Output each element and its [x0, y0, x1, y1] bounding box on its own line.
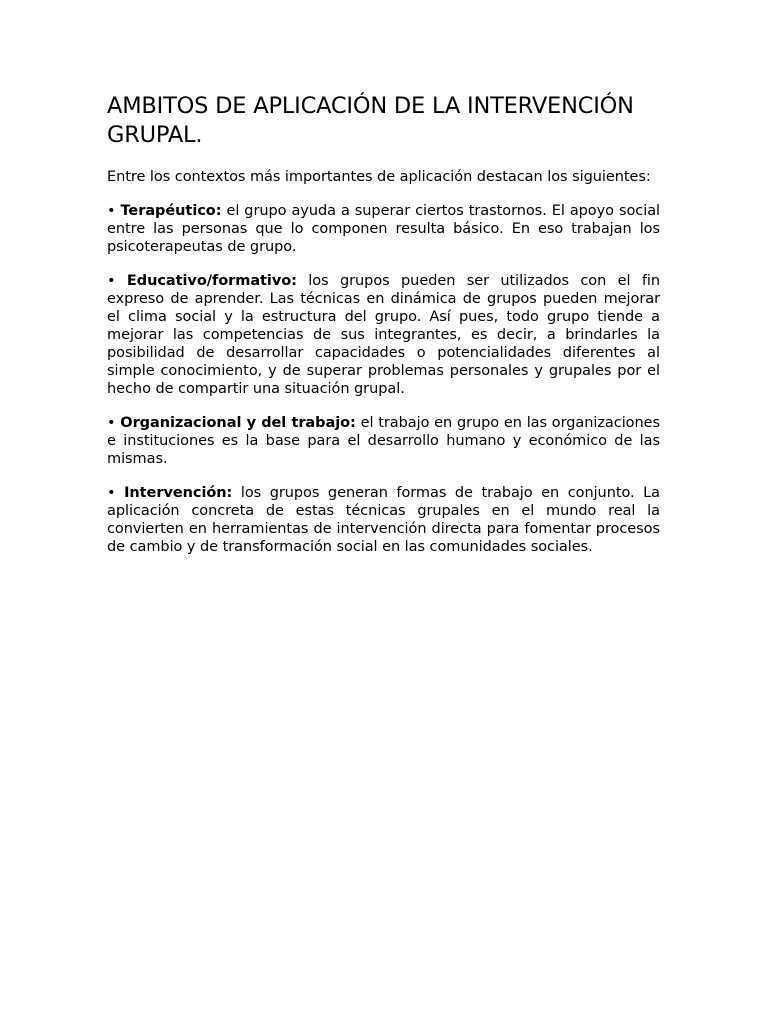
- item-term: Educativo/formativo:: [126, 273, 297, 289]
- item-term: Intervención:: [124, 485, 233, 501]
- bullet: •: [107, 203, 116, 219]
- list-item: [107, 484, 660, 556]
- list-item: [107, 202, 660, 256]
- item-text: los grupos pueden ser utilizados con el fin expreso de aprender. Las técnicas en dinámica de grupos pueden mejorar el clima social y la estructura del grupo. Así pues, todo grupo tiende a mejorar las competencias de sus integrantes, es decir, a brindarles la posibilidad de desarrollar capacidades o potencialidades diferentes al simple conocimiento, y de superar problemas personales y grupales por el hecho de compartir una situación grupal.: [107, 273, 660, 397]
- item-term: Organizacional y del trabajo:: [120, 415, 356, 431]
- item-term: Terapéutico:: [120, 203, 222, 219]
- item-text: el grupo ayuda a superar ciertos trastornos. El apoyo social entre las personas que lo componen resulta básico. En eso trabajan los psicoterapeutas de grupo.: [107, 203, 661, 255]
- document-title: AMBITOS DE APLICACIÓN DE LA INTERVENCIÓN GRUPAL.: [107, 93, 634, 148]
- bullet: •: [107, 415, 116, 431]
- item-text: el trabajo en grupo en las organizaciones e instituciones es la base para el desarrollo humano y económico de las mismas.: [107, 415, 661, 467]
- list-item: [107, 414, 660, 468]
- list-item: [107, 272, 660, 398]
- document-page: [107, 92, 660, 572]
- item-text: los grupos generan formas de trabajo en conjunto. La aplicación concreta de estas técnicas grupales en el mundo real la convierten en herramientas de intervención directa para fomentar procesos de cambio y de transformación social en las comunidades sociales.: [107, 485, 661, 555]
- intro-paragraph: Entre los contextos más importantes de aplicación destacan los siguientes:: [107, 169, 651, 185]
- bullet: •: [107, 485, 116, 501]
- bullet: •: [107, 273, 116, 289]
